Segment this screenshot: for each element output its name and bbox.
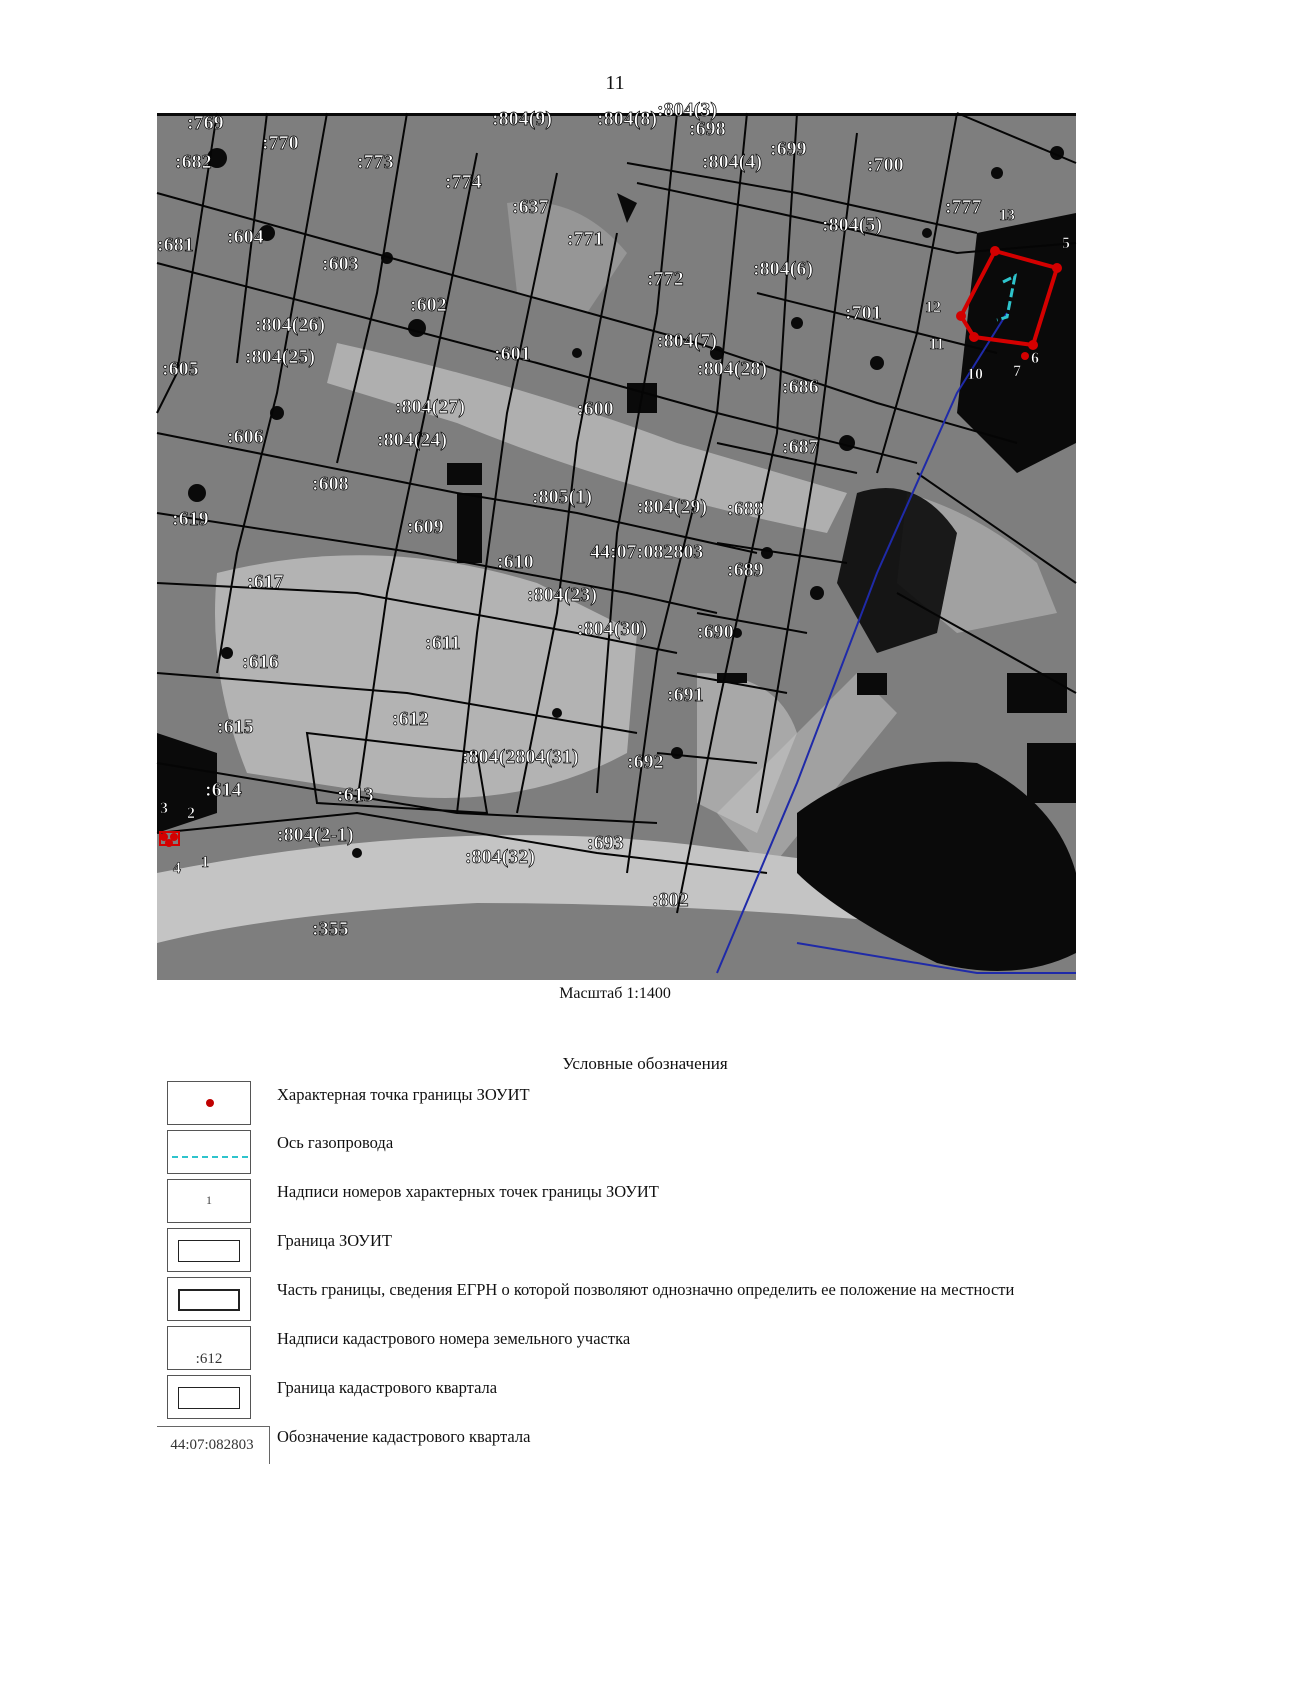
cadastral-number-icon (167, 1326, 251, 1370)
map-canvas (157, 99, 1076, 980)
parcel-label: :804(27) (395, 396, 465, 418)
legend-title: Условные обозначения (562, 1054, 728, 1073)
parcel-label: :804(23) (527, 584, 597, 606)
parcel-label: :804(3) (657, 99, 717, 121)
legend-item-label: Граница ЗОУИТ (277, 1231, 392, 1250)
point-number: 11 (929, 336, 945, 353)
point-number: 4 (173, 860, 181, 877)
point-number: 5 (1062, 235, 1070, 252)
parcel-label: :771 (567, 228, 604, 250)
parcel-label: :804(25) (245, 346, 315, 368)
parcel-label: :770 (262, 132, 299, 154)
parcel-label: :611 (425, 632, 461, 654)
parcel-label: :690 (697, 621, 734, 643)
quarter-boundary-icon (167, 1375, 251, 1419)
point-number: 12 (925, 299, 941, 316)
point-number: 10 (967, 366, 983, 383)
point-number: 13 (999, 207, 1015, 224)
parcel-label: :804(30) (577, 618, 647, 640)
parcel-label: :804(6) (753, 258, 813, 280)
parcel-label: :699 (770, 138, 807, 160)
legend-item-label: Характерная точка границы ЗОУИТ (277, 1085, 530, 1104)
parcel-label: :689 (727, 559, 764, 581)
parcel-label: :614 (205, 779, 242, 801)
cadastral-map[interactable] (157, 99, 1076, 980)
parcel-label: :804(2804(31) (462, 746, 579, 768)
point-number: 3 (160, 800, 168, 817)
legend-item-label: Обозначение кадастрового квартала (277, 1427, 531, 1446)
parcel-label: :772 (647, 268, 684, 290)
parcel-label: :804(5) (822, 214, 882, 236)
parcel-label: :600 (577, 398, 614, 420)
parcel-label: :701 (845, 302, 882, 324)
point-number: 2 (187, 805, 195, 822)
point-number: 7 (1013, 363, 1021, 380)
parcel-label: :606 (227, 426, 264, 448)
parcel-label: :601 (494, 343, 531, 365)
parcel-label: :804(9) (492, 108, 552, 130)
legend-item-label: Часть границы, сведения ЕГРН о которой позволяют однозначно определить ее положение на местности (277, 1280, 1015, 1299)
parcel-label: :802 (652, 889, 689, 911)
point-number: 6 (1031, 350, 1039, 367)
point-number: 1 (201, 854, 209, 871)
legend-item-label: Надписи номеров характерных точек границы ЗОУИТ (277, 1182, 659, 1201)
page-number: 11 (605, 72, 625, 94)
point-number-icon (167, 1179, 251, 1223)
parcel-label: :804(32) (465, 846, 535, 868)
parcel-label: :355 (312, 918, 349, 940)
parcel-label: :773 (357, 151, 394, 173)
parcel-label: :804(26) (255, 314, 325, 336)
parcel-label: :774 (445, 171, 482, 193)
parcel-label: :619 (172, 508, 209, 530)
zouit-point-icon (167, 1081, 251, 1125)
parcel-label: :692 (627, 751, 664, 773)
map-scale: Масштаб 1:1400 (559, 985, 671, 1002)
parcel-label: 44:07:082803 (590, 541, 704, 563)
parcel-label: :693 (587, 832, 624, 854)
parcel-label: :604 (227, 226, 264, 248)
parcel-label: :804(29) (637, 496, 707, 518)
parcel-label: :637 (512, 196, 549, 218)
parcel-label: :698 (689, 118, 726, 140)
parcel-label: :687 (782, 436, 819, 458)
parcel-label: :603 (322, 253, 359, 275)
parcel-label: :805(1) (532, 486, 592, 508)
parcel-label: :691 (667, 684, 704, 706)
parcel-label: :608 (312, 473, 349, 495)
gas-axis-icon (167, 1130, 251, 1174)
parcel-label: :686 (782, 376, 819, 398)
legend-item-label: Ось газопровода (277, 1133, 394, 1152)
parcel-label: :610 (497, 551, 534, 573)
parcel-label: :700 (867, 154, 904, 176)
parcel-label: :612 (392, 708, 429, 730)
parcel-label: :616 (242, 651, 279, 673)
egrn-boundary-icon (167, 1277, 251, 1321)
legend-item-label: Граница кадастрового квартала (277, 1378, 498, 1397)
parcel-label: :804(28) (697, 358, 767, 380)
parcel-label: :804(2-1) (277, 824, 354, 846)
parcel-label: :613 (337, 784, 374, 806)
quarter-label-frame (269, 1426, 270, 1464)
quarter-label-icon: 44:07:082803 (170, 1437, 254, 1453)
parcel-label: :605 (162, 358, 199, 380)
parcel-label: :804(8) (597, 108, 657, 130)
parcel-label: :609 (407, 516, 444, 538)
parcel-label: :617 (247, 571, 284, 593)
legend-sample-text: 1 (206, 1193, 212, 1207)
parcel-label: :602 (410, 294, 447, 316)
parcel-label: :682 (175, 151, 212, 173)
legend-sample-text: :612 (195, 1351, 223, 1367)
parcel-label: :615 (217, 716, 254, 738)
parcel-label: :804(4) (702, 151, 762, 173)
parcel-label: :804(7) (657, 330, 717, 352)
parcel-label: :769 (187, 112, 224, 134)
parcel-label: :777 (945, 196, 982, 218)
zouit-boundary-icon (167, 1228, 251, 1272)
parcel-label: :681 (157, 234, 194, 256)
quarter-label-frame (157, 1426, 269, 1427)
legend-item-label: Надписи кадастрового номера земельного участка (277, 1329, 631, 1348)
parcel-label: :804(24) (377, 429, 447, 451)
parcel-label: :688 (727, 498, 764, 520)
